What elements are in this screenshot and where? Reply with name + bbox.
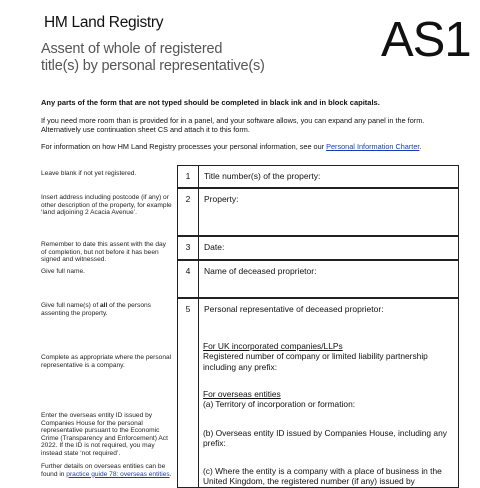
privacy-end: . (419, 142, 422, 151)
form-title-line2: title(s) by personal representative(s) (41, 58, 265, 74)
form-title (41, 41, 265, 75)
guidance-overseas-id: Enter the overseas entity ID issued by Companies House for the personal representative pursuant to the Economic Crime (Transparency and Enforcement) Act 2022. If the ID is not required, you may instead state ‘not required’. (41, 412, 168, 457)
uk-company-heading: For UK incorporated companies/LLPs (203, 341, 343, 351)
guidance-title-number: Leave blank if not yet registered. (41, 170, 137, 177)
overseas-heading: For overseas entities (203, 389, 281, 399)
practice-guide-link[interactable]: practice guide 78: overseas entities (66, 470, 170, 478)
panel-number: 5 (178, 299, 199, 487)
guidance-overseas-details (41, 463, 173, 478)
panel-number: 4 (178, 261, 199, 297)
form-code: AS1 (381, 13, 471, 67)
guidance-deceased-name: Give full name. (41, 268, 85, 275)
continuation-paragraph: If you need more room than is provided for in a panel, and your software allows, you can expand any panel in the form. Alternatively use continuation sheet CS and attach it to this form. (41, 116, 425, 134)
panel-label: Date: (204, 242, 225, 252)
guidance-representatives (41, 302, 173, 317)
overseas-entity-block (203, 389, 453, 410)
panel-label: Personal representative of deceased proprietor: (204, 304, 384, 314)
panel-property[interactable] (177, 188, 459, 236)
overseas-territory-label: (a) Territory of incorporation or formation: (203, 399, 356, 410)
privacy-charter-link[interactable]: Personal Information Charter (326, 142, 420, 151)
overseas-id-label: (b) Overseas entity ID issued by Companies House, including any prefix: (203, 428, 447, 449)
uk-company-text: Registered number of company or limited liability partnership including any prefix: (203, 351, 428, 372)
panel-number: 2 (178, 189, 199, 235)
form-title-line1: Assent of whole of registered (41, 41, 223, 57)
privacy-text: For information on how HM Land Registry processes your personal information, see our (41, 142, 327, 151)
panel-label: Title number(s) of the property: (204, 171, 321, 181)
panel-number: 1 (178, 166, 199, 187)
guidance-rep-bold: all (100, 302, 108, 309)
completion-notice: Any parts of the form that are not typed should be completed in black ink and in block capitals. (41, 98, 380, 107)
guidance-date: Remember to date this assent with the day of completion, but not before it has been signed and witnessed. (41, 241, 166, 264)
panel-label: Property: (204, 194, 239, 204)
privacy-paragraph (41, 143, 451, 152)
panel-date[interactable] (177, 236, 459, 260)
guidance-company: Complete as appropriate where the personal representative is a company. (41, 354, 172, 369)
panel-title-number[interactable] (177, 165, 459, 188)
panel-label: Name of deceased proprietor: (204, 266, 317, 276)
overseas-company-label: (c) Where the entity is a company with a place of business in the United Kingdom, the registered number (if any) issued by (203, 466, 442, 487)
guidance-rep-pre: Give full name(s) of (41, 302, 100, 309)
guidance-property: Insert address including postcode (if any) or other description of the property, for example ‘land adjoining 2 Acacia Avenue’. (41, 194, 172, 217)
org-name: HM Land Registry (44, 14, 164, 31)
guidance-os-post: . (169, 470, 172, 478)
uk-company-block (203, 341, 453, 372)
guidance-os-pre: Further details on overseas entities can be found in (41, 463, 166, 478)
guidance-rep-post: of the persons assenting the property. (41, 302, 151, 317)
panel-deceased-proprietor[interactable] (177, 260, 459, 298)
panel-number: 3 (178, 237, 199, 259)
